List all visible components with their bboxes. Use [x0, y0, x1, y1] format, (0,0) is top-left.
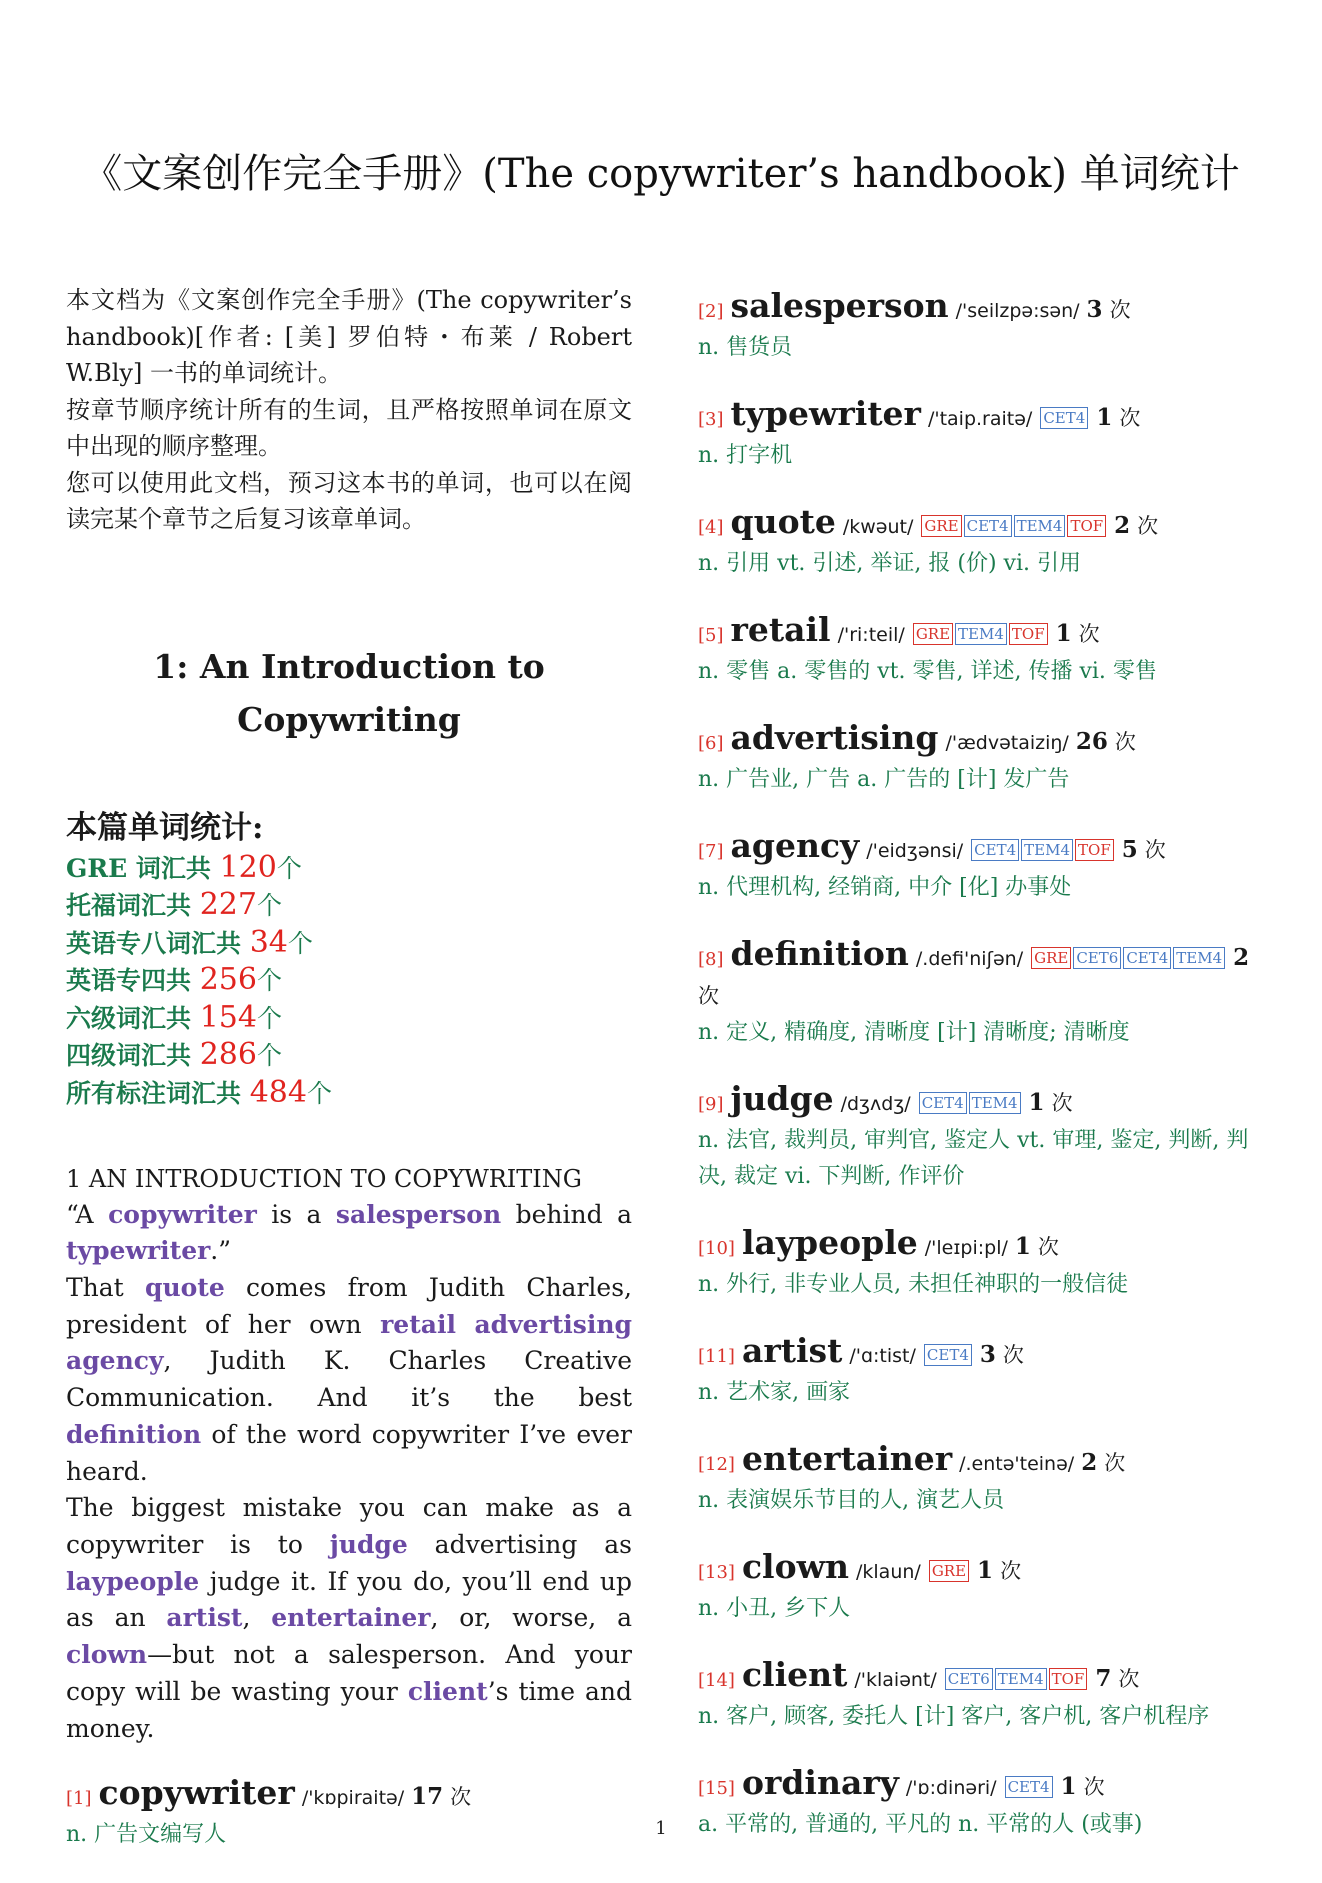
entry-pronunciation: /kwəut/ — [842, 516, 914, 538]
passage-text: is a — [256, 1199, 336, 1229]
entry-definition: n. 小丑, 乡下人 — [698, 1596, 851, 1621]
chapter-heading — [66, 640, 632, 746]
entry-word: typewriter — [730, 394, 921, 433]
stat-row — [66, 962, 632, 1000]
entry-number: [8] — [698, 949, 724, 970]
right-column — [698, 282, 1268, 1873]
exam-tag: CET4 — [1040, 407, 1088, 429]
entry-word: entertainer — [741, 1439, 953, 1478]
exam-tag: TEM4 — [1021, 839, 1073, 861]
exam-tag: TOF — [1009, 623, 1048, 645]
entry-number: [1] — [66, 1788, 92, 1810]
left-column — [66, 282, 632, 1883]
exam-tag: TEM4 — [995, 1668, 1047, 1690]
intro — [66, 282, 632, 538]
keyword: clown — [66, 1640, 148, 1670]
entry-word: agency — [730, 826, 860, 865]
entry-pronunciation: /'ɑ:tist/ — [849, 1345, 916, 1367]
entry-definition: n. 广告文编写人 — [66, 1822, 227, 1848]
exam-tag: TEM4 — [1014, 515, 1066, 537]
passage-text: The biggest mistake you can make as a copywriter is to — [66, 1493, 632, 1559]
exam-tag: GRE — [929, 1560, 969, 1582]
entry-count-unit: 次 — [450, 1785, 472, 1810]
entry-number: [4] — [698, 517, 724, 538]
keyword: client — [407, 1676, 488, 1706]
stat-unit: 个 — [287, 928, 313, 958]
keyword: typewriter — [66, 1236, 211, 1266]
exam-tag: TEM4 — [969, 1092, 1021, 1114]
stat-count: 286 — [199, 1037, 257, 1073]
entry-word: advertising — [730, 718, 939, 757]
stat-row — [66, 1000, 632, 1038]
entry-count: 3 — [1086, 296, 1103, 323]
entry-word: definition — [730, 934, 909, 973]
entry-count: 2 — [1233, 944, 1250, 971]
vocab-entry — [698, 720, 1268, 798]
vocab-entry-header — [698, 828, 1268, 870]
entry-pronunciation: /klaun/ — [856, 1561, 921, 1583]
keyword: judge — [329, 1529, 408, 1559]
entry-definition: n. 表演娱乐节目的人, 演艺人员 — [698, 1488, 1005, 1513]
chapter-heading-line: 1: An Introduction to — [153, 646, 545, 686]
stat-unit: 个 — [256, 1041, 282, 1071]
vocab-entry-header — [698, 504, 1268, 546]
stat-count: 227 — [199, 887, 257, 923]
stat-unit: 个 — [256, 966, 282, 996]
entry-definition: n. 代理机构, 经销商, 中介 [化] 办事处 — [698, 875, 1072, 900]
entry-word: salesperson — [730, 286, 949, 325]
vocab-entry-header — [698, 1333, 1268, 1375]
entry-count: 17 — [411, 1783, 444, 1811]
vocab-entry-header — [698, 936, 1268, 1015]
stat-unit: 个 — [256, 891, 282, 921]
passage-text: , Judith K. Charles Creative Communication. And it’s the best — [66, 1346, 632, 1413]
entry-word: ordinary — [741, 1763, 899, 1802]
exam-tag: CET4 — [1123, 947, 1171, 969]
vocab-list-left — [66, 1775, 632, 1853]
stat-row — [66, 850, 632, 888]
entry-pronunciation: /.entə'teinə/ — [959, 1453, 1075, 1475]
entry-word: laypeople — [741, 1223, 918, 1262]
entry-number: [3] — [698, 409, 724, 430]
exam-tag: CET4 — [971, 839, 1019, 861]
passage-paragraph — [66, 1197, 632, 1270]
passage — [66, 1197, 632, 1748]
entry-count-unit: 次 — [1109, 298, 1131, 322]
entry-count-unit: 次 — [1083, 1775, 1105, 1799]
entry-definition: n. 艺术家, 画家 — [698, 1380, 851, 1405]
entry-pronunciation: /dʒʌdʒ/ — [840, 1093, 911, 1115]
exam-tag: CET4 — [919, 1092, 967, 1114]
entry-word: copywriter — [98, 1773, 295, 1813]
passage-text: —but not a salesperson. And your copy will be wasting your — [66, 1640, 632, 1706]
entry-count-unit: 次 — [1119, 406, 1141, 430]
vocab-entry — [698, 1441, 1268, 1519]
entry-definition: n. 定义, 精确度, 清晰度 [计] 清晰度; 清晰度 — [698, 1020, 1130, 1045]
entry-pronunciation: /'klaiənt/ — [854, 1669, 937, 1691]
exam-tag: CET4 — [1005, 1776, 1053, 1798]
vocab-entry — [698, 504, 1268, 582]
entry-count: 2 — [1081, 1449, 1098, 1476]
entry-definition: n. 零售 a. 零售的 vt. 零售, 详述, 传播 vi. 零售 — [698, 659, 1157, 684]
entry-pronunciation: /.defi'niʃən/ — [915, 948, 1024, 970]
entry-number: [9] — [698, 1094, 724, 1115]
stat-label: GRE 词汇共 — [66, 853, 220, 883]
entry-count-unit: 次 — [1144, 838, 1166, 862]
keyword: salesperson — [335, 1199, 502, 1229]
entry-word: quote — [730, 502, 836, 541]
exam-tag: GRE — [921, 515, 961, 537]
entry-number: [7] — [698, 841, 724, 862]
entry-definition: n. 引用 vt. 引述, 举证, 报 (价) vi. 引用 — [698, 551, 1081, 576]
vocab-entry — [698, 1549, 1268, 1627]
entry-pronunciation: /'ri:teil/ — [837, 624, 905, 646]
stat-count: 34 — [249, 924, 288, 960]
vocab-entry-header — [698, 288, 1268, 330]
entry-number: [14] — [698, 1670, 735, 1691]
passage-text: of the word copywriter I’ve ever heard. — [66, 1419, 632, 1486]
vocab-entry-header — [698, 720, 1268, 762]
entry-word: retail — [730, 610, 831, 649]
passage-text: advertising as — [407, 1529, 632, 1559]
entry-definition: n. 广告业, 广告 a. 广告的 [计] 发广告 — [698, 767, 1070, 792]
exam-tag: TEM4 — [1173, 947, 1225, 969]
entry-count-unit: 次 — [1002, 1343, 1024, 1367]
entry-count: 1 — [1055, 620, 1072, 647]
stat-unit: 个 — [256, 1003, 282, 1033]
vocab-entry — [698, 1333, 1268, 1411]
entry-word: artist — [741, 1331, 843, 1370]
entry-count: 26 — [1075, 728, 1108, 755]
entry-number: [10] — [698, 1238, 735, 1259]
stat-count: 154 — [199, 999, 257, 1035]
passage-text: That — [66, 1273, 145, 1303]
stat-count: 120 — [219, 849, 277, 885]
stats-title: 本篇单词统计: — [66, 809, 264, 846]
exam-tag: TOF — [1049, 1668, 1088, 1690]
entry-pronunciation: /'leɪpi:pl/ — [924, 1237, 1008, 1259]
keyword: artist — [166, 1603, 243, 1633]
section-heading: 1 AN INTRODUCTION TO COPYWRITING — [66, 1164, 582, 1193]
entry-word: client — [741, 1655, 848, 1694]
passage-text: ’s time and money. — [66, 1676, 632, 1743]
keyword: entertainer — [271, 1603, 431, 1633]
vocab-list-right — [698, 288, 1268, 1843]
entry-count: 1 — [1014, 1233, 1031, 1260]
vocab-entry — [698, 396, 1268, 474]
vocab-entry-header — [698, 1081, 1268, 1123]
keyword: copywriter — [108, 1199, 257, 1229]
stats-list — [66, 850, 632, 1113]
stat-label: 托福词汇共 — [66, 891, 200, 921]
entry-count: 1 — [977, 1557, 994, 1584]
entry-count: 2 — [1114, 512, 1131, 539]
entry-word: judge — [730, 1079, 834, 1118]
entry-count: 1 — [1028, 1089, 1045, 1116]
entry-pronunciation: /'eidʒənsi/ — [866, 840, 964, 862]
entry-definition: n. 法官, 裁判员, 审判官, 鉴定人 vt. 审理, 鉴定, 判断, 判决, 裁定 vi. 下判断, 作评价 — [698, 1128, 1249, 1189]
passage-text: , — [242, 1603, 272, 1633]
entry-count: 5 — [1121, 836, 1138, 863]
entry-count-unit: 次 — [698, 984, 719, 1008]
entry-count-unit: 次 — [1037, 1235, 1059, 1259]
vocab-entry — [698, 612, 1268, 690]
exam-tag: GRE — [1031, 947, 1071, 969]
entry-count: 1 — [1060, 1773, 1077, 1800]
entry-number: [11] — [698, 1346, 735, 1367]
keyword: quote — [144, 1273, 225, 1303]
passage-text: “A — [66, 1199, 109, 1229]
vocab-entry — [698, 1225, 1268, 1303]
vocab-entry — [698, 1657, 1268, 1735]
entry-number: [12] — [698, 1454, 735, 1475]
stat-unit: 个 — [306, 1079, 332, 1109]
entry-definition: n. 客户, 顾客, 委托人 [计] 客户, 客户机, 客户机程序 — [698, 1704, 1210, 1729]
entry-count: 3 — [979, 1341, 996, 1368]
exam-tag: TOF — [1075, 839, 1114, 861]
vocab-entry-header — [698, 1225, 1268, 1267]
stat-row — [66, 887, 632, 925]
entry-count-unit: 次 — [1078, 622, 1100, 646]
intro-line: 按章节顺序统计所有的生词，且严格按照单词在原文中出现的顺序整理。 — [66, 395, 632, 460]
passage-paragraph — [66, 1490, 632, 1747]
entry-number: [2] — [698, 301, 724, 322]
entry-count-unit: 次 — [1104, 1451, 1126, 1475]
passage-text: comes from Judith Charles, president of her own — [66, 1273, 632, 1339]
page-title: 《文案创作完全手册》(The copywriter’s handbook) 单词统计 — [82, 151, 1240, 197]
vocab-entry-header — [66, 1775, 632, 1817]
vocab-entry-header — [698, 1441, 1268, 1483]
entry-pronunciation: /'ædvətaiziŋ/ — [945, 732, 1069, 754]
vocab-entry-header — [698, 1765, 1268, 1807]
chapter-heading-line: Copywriting — [237, 699, 461, 739]
vocab-entry — [698, 288, 1268, 366]
passage-text — [456, 1310, 474, 1339]
exam-tag: TEM4 — [955, 623, 1007, 645]
entry-definition: n. 外行, 非专业人员, 未担任神职的一般信徒 — [698, 1272, 1129, 1297]
entry-word: clown — [741, 1547, 849, 1586]
vocab-entry-header — [698, 612, 1268, 654]
exam-tag: CET6 — [945, 1668, 993, 1690]
keyword: advertising — [474, 1309, 632, 1339]
entry-count-unit: 次 — [1114, 730, 1136, 754]
keyword: laypeople — [66, 1566, 200, 1596]
entry-count-unit: 次 — [1137, 514, 1159, 538]
passage-paragraph — [66, 1270, 632, 1490]
stat-label: 六级词汇共 — [66, 1003, 200, 1033]
vocab-entry — [698, 828, 1268, 906]
entry-number: [6] — [698, 733, 724, 754]
entry-count-unit: 次 — [1118, 1667, 1140, 1691]
entry-count-unit: 次 — [1000, 1559, 1022, 1583]
vocab-entry — [698, 1081, 1268, 1195]
entry-pronunciation: /'seilzpə:sən/ — [955, 300, 1080, 322]
exam-tag: CET4 — [964, 515, 1012, 537]
vocab-entry — [698, 936, 1268, 1051]
exam-tag: CET4 — [924, 1344, 972, 1366]
intro-line: 您可以使用此文档，预习这本书的单词，也可以在阅读完某个章节之后复习该章单词。 — [66, 468, 632, 533]
entry-number: [13] — [698, 1562, 735, 1583]
entry-definition: n. 打字机 — [698, 443, 793, 468]
entry-pronunciation: /'kɒpiraitə/ — [301, 1787, 405, 1810]
entry-count-unit: 次 — [1051, 1091, 1073, 1115]
passage-text: .” — [210, 1236, 232, 1266]
exam-tag: TOF — [1067, 515, 1106, 537]
page-number: 1 — [655, 1818, 667, 1839]
entry-definition: n. 售货员 — [698, 335, 793, 360]
stat-row — [66, 1075, 632, 1113]
exam-tag: CET6 — [1073, 947, 1121, 969]
passage-text: judge it. If you do, you’ll end up as an — [66, 1566, 632, 1633]
stat-unit: 个 — [276, 853, 302, 883]
stat-label: 四级词汇共 — [66, 1041, 200, 1071]
stat-label: 英语专四共 — [66, 966, 200, 996]
stat-row — [66, 1037, 632, 1075]
stat-row — [66, 925, 632, 963]
passage-text: behind a — [501, 1199, 632, 1229]
stat-count: 484 — [249, 1075, 307, 1111]
vocab-entry — [66, 1775, 632, 1853]
keyword: agency — [66, 1346, 164, 1376]
vocab-entry-header — [698, 1549, 1268, 1591]
stat-count: 256 — [199, 962, 257, 998]
entry-count: 1 — [1096, 404, 1113, 431]
passage-text: , or, worse, a — [430, 1603, 632, 1633]
vocab-entry-header — [698, 1657, 1268, 1699]
keyword: definition — [66, 1419, 202, 1449]
keyword: retail — [380, 1309, 456, 1339]
vocab-entry-header — [698, 396, 1268, 438]
exam-tag: GRE — [913, 623, 953, 645]
entry-pronunciation: /'ɒ:dinəri/ — [905, 1777, 997, 1799]
entry-pronunciation: /'taip.raitə/ — [927, 408, 1033, 430]
entry-count: 7 — [1095, 1665, 1112, 1692]
entry-number: [5] — [698, 625, 724, 646]
stat-label: 英语专八词汇共 — [66, 928, 250, 958]
intro-line: 本文档为《文案创作完全手册》(The copywriter’s handbook)[作者: [美] 罗伯特・布莱 / Robert W.Bly] 一书的单词统计。 — [66, 286, 632, 387]
entry-number: [15] — [698, 1778, 735, 1799]
stat-label: 所有标注词汇共 — [66, 1079, 250, 1109]
entry-definition: a. 平常的, 普通的, 平凡的 n. 平常的人 (或事) — [698, 1812, 1143, 1837]
